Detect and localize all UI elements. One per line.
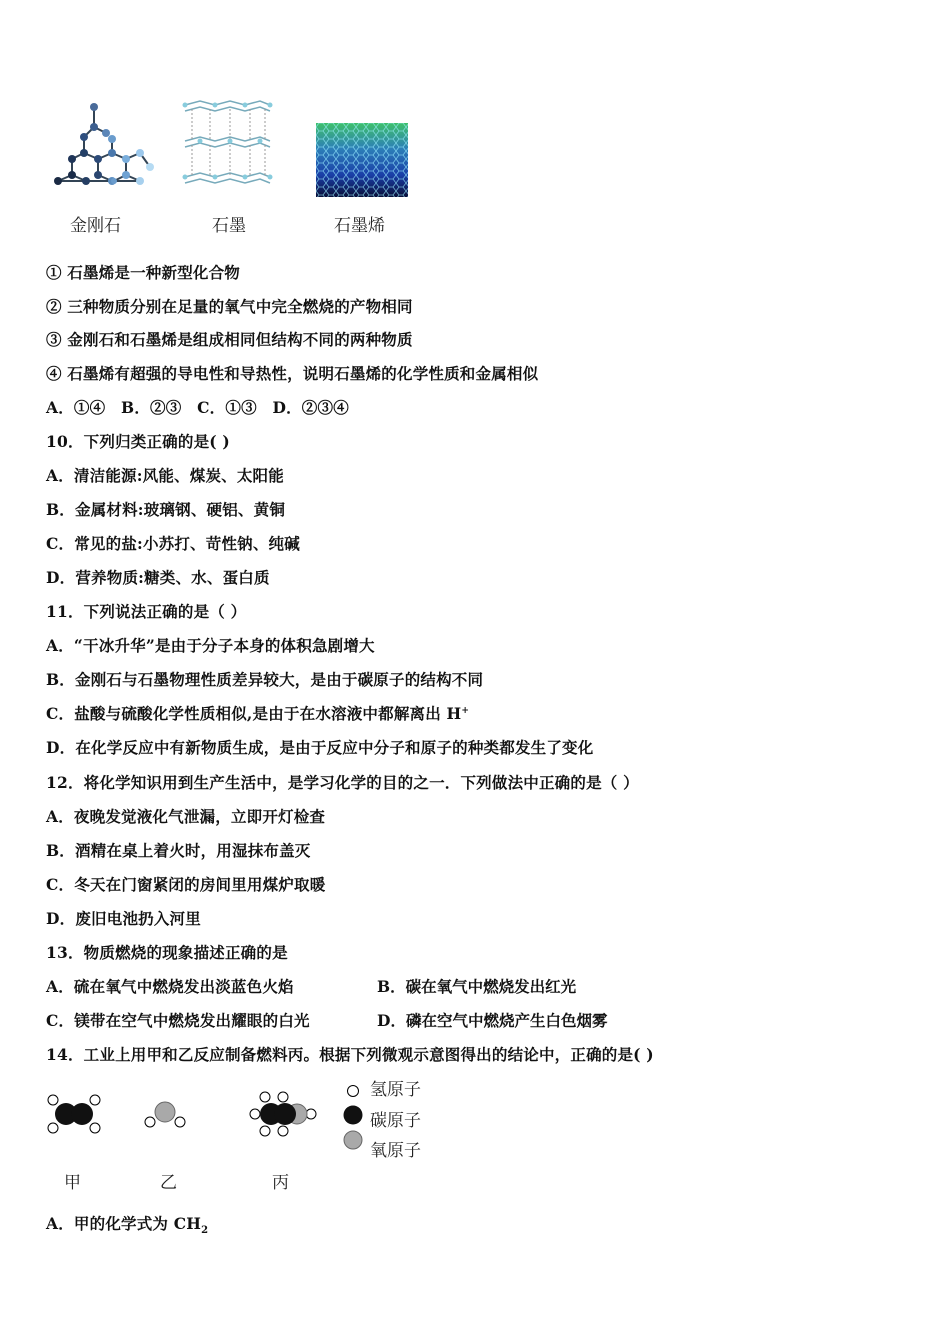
q11-option-c-superscript: + [461,705,470,716]
q10-option-c: C．常见的盐:小苏打、苛性钠、纯碱 [46,534,300,553]
oxygen-atom-legend-icon [343,1130,363,1150]
q13-option-c: C．镁带在空气中燃烧发出耀眼的白光 [46,1011,310,1030]
q12-option-b: B．酒精在桌上着火时，用湿抹布盖灭 [46,841,311,860]
molecule-label-yi: 乙 [160,1173,177,1193]
carbon-atom-legend-icon [343,1105,363,1125]
molecule-yi-image [143,1098,187,1130]
q11-option-b: B．金刚石与石墨物理性质差异较大，是由于碳原子的结构不同 [46,670,484,689]
legend-oxygen-label: 氧原子 [370,1141,421,1161]
q11-option-d: D．在化学反应中有新物质生成，是由于反应中分子和原子的种类都发生了变化 [46,738,594,757]
q9-statement-3: ③ 金刚石和石墨烯是组成相同但结构不同的两种物质 [46,330,413,349]
q10-option-a: A．清洁能源:风能、煤炭、太阳能 [46,466,284,485]
q13-option-b: B．碳在氧气中燃烧发出红光 [377,977,577,996]
q14-stem: 14．工业上用甲和乙反应制备燃料丙。根据下列微观示意图得出的结论中，正确的是( ) [46,1045,654,1064]
q13-option-d: D．磷在空气中燃烧产生白色烟雾 [377,1011,608,1030]
q14-option-a [46,1212,208,1236]
caption-graphite: 石墨 [212,216,246,236]
q10-stem: 10．下列归类正确的是( ) [46,432,230,451]
q14-option-a-text: A．甲的化学式为 CH [46,1214,202,1233]
q12-option-a: A．夜晚发觉液化气泄漏，立即开灯检查 [46,807,326,826]
molecule-bing-image [247,1089,319,1139]
q9-statement-1: ① 石墨烯是一种新型化合物 [46,263,240,282]
q9-options: A．①④ B．②③ C．①③ D．②③④ [46,398,349,417]
diamond-structure-image [46,95,156,195]
caption-graphene: 石墨烯 [334,216,385,236]
legend-hydrogen-label: 氢原子 [370,1080,421,1100]
molecule-label-bing: 丙 [272,1173,289,1193]
q12-option-c: C．冬天在门窗紧闭的房间里用煤炉取暖 [46,875,326,894]
q9-statement-2: ② 三种物质分别在足量的氧气中完全燃烧的产物相同 [46,297,413,316]
hydrogen-atom-legend-icon [346,1084,360,1098]
q12-option-d: D．废旧电池扔入河里 [46,909,201,928]
q11-option-c-text: C．盐酸与硫酸化学性质相似,是由于在水溶液中都解离出 H [46,704,462,723]
molecule-jia-image [44,1092,104,1136]
caption-diamond: 金刚石 [70,216,121,236]
q12-stem: 12．将化学知识用到生产生活中，是学习化学的目的之一．下列做法中正确的是（ ） [46,773,639,792]
graphite-structure-image [180,95,275,190]
q10-option-d: D．营养物质:糖类、水、蛋白质 [46,568,270,587]
molecule-label-jia: 甲 [64,1173,81,1193]
q11-option-a: A．“干冰升华”是由于分子本身的体积急剧增大 [46,636,375,655]
q9-statement-4: ④ 石墨烯有超强的导电性和导热性，说明石墨烯的化学性质和金属相似 [46,364,539,383]
q13-option-a: A．硫在氧气中燃烧发出淡蓝色火焰 [46,977,294,996]
q11-option-c [46,702,469,724]
graphene-structure-image [316,123,408,197]
q13-stem: 13．物质燃烧的现象描述正确的是 [46,943,288,962]
q14-option-a-subscript: 2 [201,1225,209,1237]
q11-stem: 11．下列说法正确的是（ ） [46,602,247,621]
legend-carbon-label: 碳原子 [370,1111,421,1131]
q10-option-b: B．金属材料:玻璃钢、硬铝、黄铜 [46,500,286,519]
carbon-allotrope-figures [40,95,460,245]
